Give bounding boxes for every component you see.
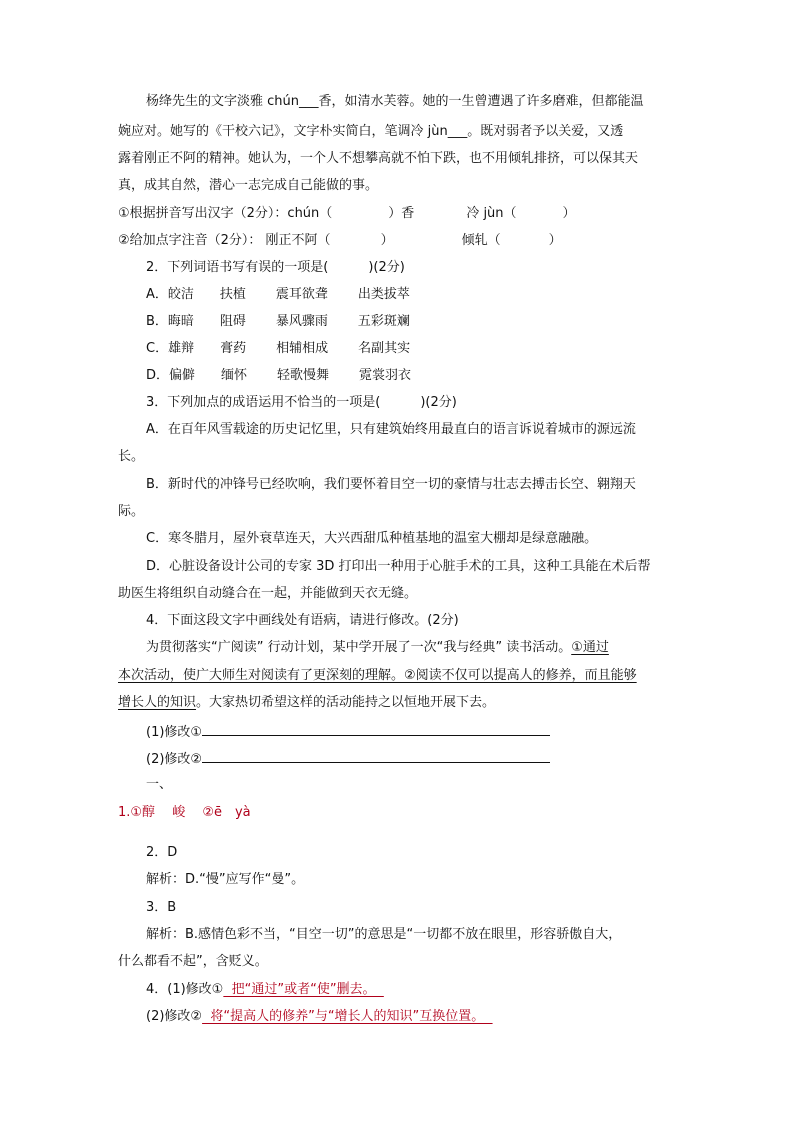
q4-paragraph-line1 (118, 638, 609, 658)
q2-option-c (118, 339, 410, 359)
option-word: 扶植 (219, 287, 246, 302)
q3-option-a-line2: 长。 (118, 449, 145, 464)
option-word: 暴风骤雨 (275, 314, 328, 329)
option-word: 偏僻 (169, 368, 196, 383)
option-word: 霓裳羽衣 (359, 368, 412, 383)
passage-line-3: 露着刚正不阿的精神。她认为，一个人不想攀高就不怕下跌，也不用倾轧排挤，可以保其天 (118, 151, 639, 166)
q4-underlined-text: ①通过 (571, 640, 609, 655)
passage-line-2: 婉应对。她写的《干校六记》，文字朴实简白，笔调冷 jùn___。既对弱者予以关爱，又透 (118, 124, 624, 139)
q2-stem (118, 258, 405, 278)
passage-line-1: 杨绛先生的文字淡雅 chún___香，如清水芙蓉。她的一生曾遭遇了许多磨难，但都能温 (146, 94, 644, 109)
answer-4-fix-2 (118, 1007, 493, 1027)
answer-3-explanation-line2: 什么都看不起”，含贬义。 (118, 954, 268, 969)
q1-part1-label: ①根据拼音写出汉字（2分）：chún（ (118, 206, 333, 221)
q2-option-d (118, 366, 411, 386)
answer-1: 1.①醇 峻 ②ē yà (118, 805, 251, 820)
q1-part1 (118, 204, 576, 224)
option-label: D． (146, 368, 170, 383)
q4-underlined-text: 本次活动，使广大师生对阅读有了更深刻的理解。②阅读不仅可以提高人的修养，而且能够 (118, 668, 637, 683)
option-label: B． (146, 314, 168, 329)
q1-part2-a-end: ） (380, 233, 394, 248)
q1-part1-a-end: ）香 (388, 206, 415, 221)
option-word: 膏药 (220, 341, 247, 356)
q4-fix-1 (118, 721, 550, 743)
q4-fix1-label: (1)修改① (146, 725, 203, 740)
q4-para-text: 为贯彻落实“广阅读” 行动计划，某中学开展了一次“我与经典” 读书活动。 (146, 640, 572, 655)
option-word: 名副其实 (358, 341, 411, 356)
answer-4-fix1-text: 把“通过”或者“使”删去。 (223, 982, 384, 997)
q3-option-b-line2: 际。 (118, 504, 145, 519)
q4-paragraph-line3 (118, 693, 495, 713)
q2-stem-text: 2．下列词语书写有误的一项是( (146, 260, 329, 275)
q1-part2-b: 倾轧（ (461, 233, 501, 248)
answer-4-fix-1 (118, 980, 384, 1000)
q4-para-text: 。大家热切希望这样的活动能持之以恒地开展下去。 (196, 695, 496, 710)
q3-stem (118, 393, 457, 413)
q4-fix-2 (118, 748, 550, 770)
q3-option-d-line2: 助医生将组织自动缝合在一起，并能做到天衣无缝。 (118, 586, 418, 601)
q1-part1-b: 冷 jùn（ (466, 206, 517, 221)
option-word: 相辅相成 (276, 341, 329, 356)
option-word: 五彩斑斓 (357, 314, 410, 329)
q4-underlined-text: 增长人的知识 (118, 695, 197, 710)
answer-2-explanation: 解析：D.“慢”应写作“曼”。 (146, 872, 305, 887)
answer-4-fix1-label: 4．(1)修改① (146, 982, 224, 997)
passage-line-4: 真，成其自然，潜心一志完成自己能做的事。 (118, 178, 379, 193)
q1-part1-b-end: ） (562, 206, 576, 221)
option-word: 震耳欲聋 (275, 287, 328, 302)
answer-3-explanation-line1: 解析：B.感情色彩不当，“目空一切”的意思是“一切都不放在眼里，形容骄傲自大， (146, 927, 622, 942)
q2-option-b (118, 312, 410, 332)
option-word: 阻碍 (219, 314, 246, 329)
option-label: C． (146, 341, 169, 356)
q1-part2 (118, 231, 562, 251)
answer-4-fix2-text: 将“提高人的修养”与“增长人的知识”互换位置。 (202, 1009, 493, 1024)
answer-3: 3．B (146, 900, 177, 915)
q3-option-b-line1: B．新时代的冲锋号已经吹响，我们要怀着目空一切的豪情与壮志去搏击长空、翱翔天 (146, 477, 636, 492)
option-word: 轻歌慢舞 (277, 368, 330, 383)
q3-option-c: C．寒冬腊月，屋外衰草连天，大兴西甜瓜种植基地的温室大棚却是绿意融融。 (146, 531, 598, 546)
option-label: A． (146, 287, 168, 302)
q4-fix1-answer-line[interactable] (202, 721, 550, 736)
q4-fix2-label: (2)修改② (146, 752, 203, 767)
q1-part2-label: ②给加点字注音（2分）： 刚正不阿（ (118, 233, 331, 248)
option-word: 皎洁 (167, 287, 194, 302)
option-word: 晦暗 (167, 314, 194, 329)
q3-stem-text: 3．下列加点的成语运用不恰当的一项是( (146, 395, 381, 410)
answer-section-heading: 一、 (146, 777, 173, 792)
q3-option-d-line1: D．心脏设备设计公司的专家 3D 打印出一种用于心脏手术的工具，这种工具能在术后帮 (146, 559, 651, 574)
q3-option-a-line1: A．在百年风雪载途的历史记忆里，只有建筑始终用最直白的语言诉说着城市的源远流 (146, 422, 636, 437)
q4-paragraph-line2 (118, 666, 637, 686)
q3-stem-end: )(2分) (420, 395, 457, 410)
option-word: 雄辩 (168, 341, 195, 356)
q1-part2-b-end: ） (548, 233, 562, 248)
q4-stem: 4．下面这段文字中画线处有语病，请进行修改。(2分) (146, 613, 459, 628)
answer-2: 2．D (146, 845, 178, 860)
answer-4-fix2-label: (2)修改② (146, 1009, 203, 1024)
q2-option-a (118, 285, 410, 305)
q4-fix2-answer-line[interactable] (202, 748, 550, 763)
q2-stem-end: )(2分) (368, 260, 405, 275)
option-word: 缅怀 (221, 368, 248, 383)
option-word: 出类拔萃 (357, 287, 410, 302)
